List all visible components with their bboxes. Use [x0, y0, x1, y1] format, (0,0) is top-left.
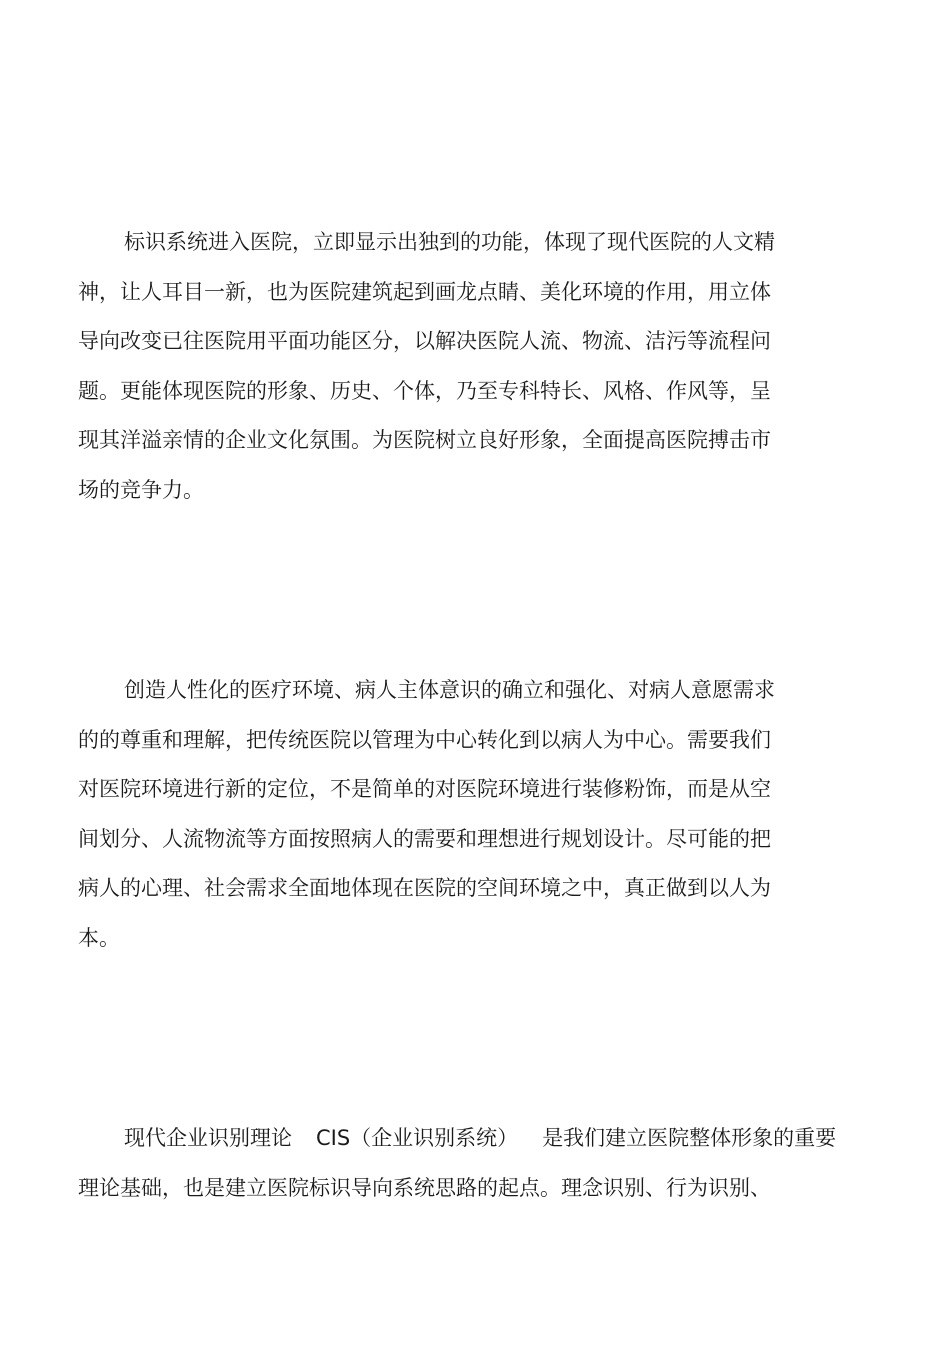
paragraph-line: 标识系统进入医院，立即显示出独到的功能，体现了现代医院的人文精: [124, 230, 775, 254]
line-segment: 现代企业识别理论: [124, 1126, 292, 1150]
paragraph-line: 神，让人耳目一新，也为医院建筑起到画龙点睛、美化环境的作用，用立体: [78, 279, 771, 304]
paragraph-line: 本。: [78, 925, 120, 950]
paragraph-cis-theory: [78, 1127, 836, 1226]
line-segment: 是我们建立医院整体形象的重要: [542, 1126, 837, 1150]
paragraph-humanized-environment: [78, 679, 775, 976]
line-segment: CIS（企业识别系统）: [316, 1126, 519, 1150]
paragraph-line: 间划分、人流物流等方面按照病人的需要和理想进行规划设计。尽可能的把: [78, 826, 771, 851]
paragraph-line: 对医院环境进行新的定位，不是简单的对医院环境进行装修粉饰，而是从空: [78, 777, 771, 801]
paragraph-line: 现其洋溢亲情的企业文化氛围。为医院树立良好形象，全面提高医院搏击市: [78, 428, 771, 452]
paragraph-hospital-signage: [78, 231, 775, 528]
paragraph-line: 题。更能体现医院的形象、历史、个体，乃至专科特长、风格、作风等，呈: [78, 378, 771, 403]
paragraph-line: 病人的心理、社会需求全面地体现在医院的空间环境之中，真正做到以人为: [78, 876, 771, 900]
paragraph-line: 理论基础，也是建立医院标识导向系统思路的起点。理念识别、行为识别、: [78, 1175, 771, 1200]
paragraph-line: 场的竞争力。: [78, 477, 204, 502]
paragraph-line: 的的尊重和理解，把传统医院以管理为中心转化到以病人为中心。需要我们: [78, 727, 771, 752]
paragraph-line: 导向改变已往医院用平面功能区分，以解决医院人流、物流、洁污等流程问: [78, 329, 771, 353]
paragraph-line: [78, 1127, 836, 1177]
paragraph-line: 创造人性化的医疗环境、病人主体意识的确立和强化、对病人意愿需求: [124, 678, 775, 702]
